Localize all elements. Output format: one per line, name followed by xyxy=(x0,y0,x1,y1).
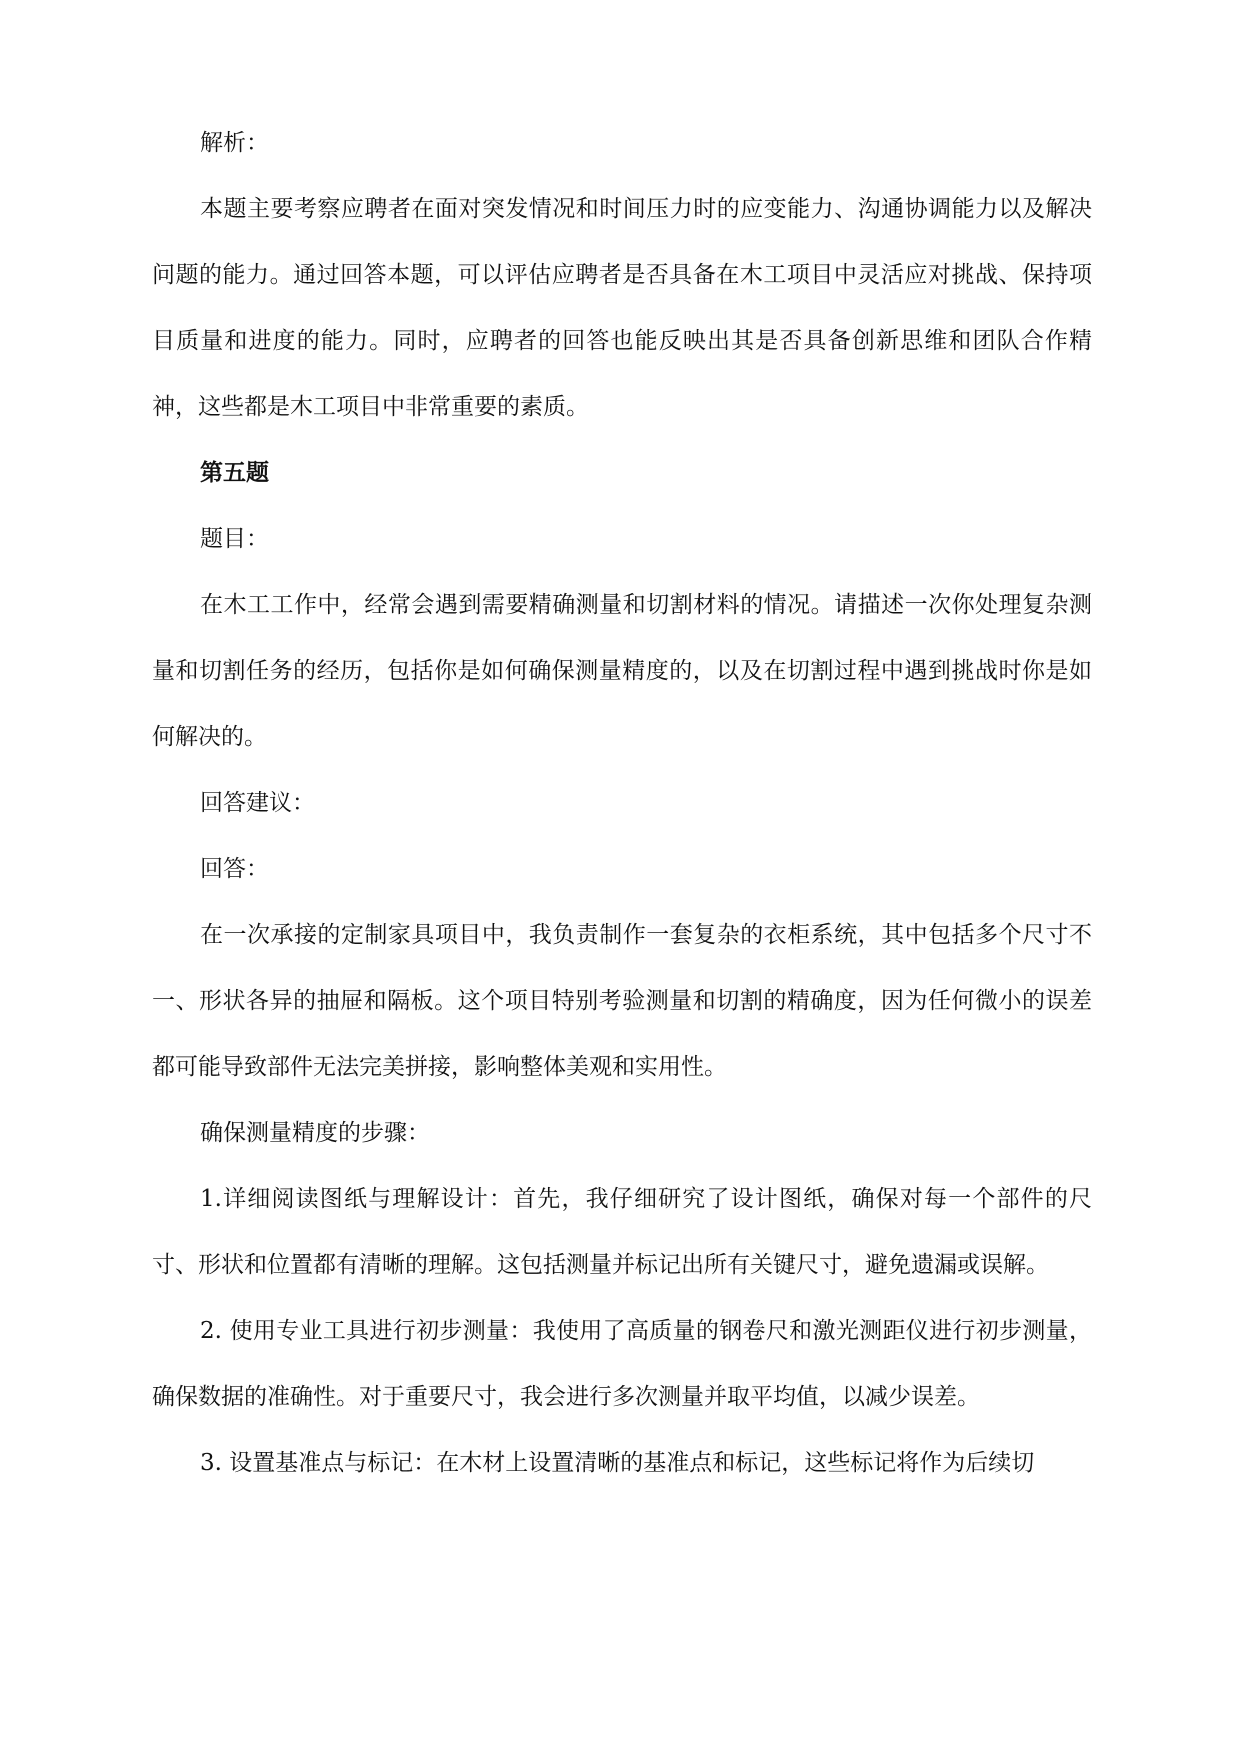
suggestion-label: 回答建议： xyxy=(200,790,315,816)
question-paragraph: 在木工工作中，经常会遇到需要精确测量和切割材料的情况。请描述一次你处理复杂测量和切割任务的经历，包括你是如何确保测量精度的，以及在切割过程中遇到挑战时你是如何解决的。 xyxy=(152,592,1092,750)
analysis-label: 解析： xyxy=(200,130,269,156)
analysis-paragraph: 本题主要考察应聘者在面对突发情况和时间压力时的应变能力、沟通协调能力以及解决问题的能力。通过回答本题，可以评估应聘者是否具备在木工项目中灵活应对挑战、保持项目质量和进度的能力。同时，应聘者的回答也能反映出其是否具备创新思维和团队合作精神，这些都是木工项目中非常重要的素质。 xyxy=(152,196,1092,420)
step-2-paragraph: 2. 使用专业工具进行初步测量：我使用了高质量的钢卷尺和激光测距仪进行初步测量，确保数据的准确性。对于重要尺寸，我会进行多次测量并取平均值，以减少误差。 xyxy=(152,1318,1092,1410)
steps-label: 确保测量精度的步骤： xyxy=(200,1120,430,1146)
answer-label: 回答： xyxy=(200,856,269,882)
step-3-paragraph: 3. 设置基准点与标记：在木材上设置清晰的基准点和标记，这些标记将作为后续切 xyxy=(200,1450,1035,1476)
document-body xyxy=(152,110,1092,1496)
question-label: 题目： xyxy=(200,526,269,552)
question-heading: 第五题 xyxy=(200,460,269,486)
answer-paragraph: 在一次承接的定制家具项目中，我负责制作一套复杂的衣柜系统，其中包括多个尺寸不一、形状各异的抽屉和隔板。这个项目特别考验测量和切割的精确度，因为任何微小的误差都可能导致部件无法完美拼接，影响整体美观和实用性。 xyxy=(152,922,1092,1080)
step-1-paragraph: 1.详细阅读图纸与理解设计：首先，我仔细研究了设计图纸，确保对每一个部件的尺寸、形状和位置都有清晰的理解。这包括测量并标记出所有关键尺寸，避免遗漏或误解。 xyxy=(152,1186,1092,1278)
